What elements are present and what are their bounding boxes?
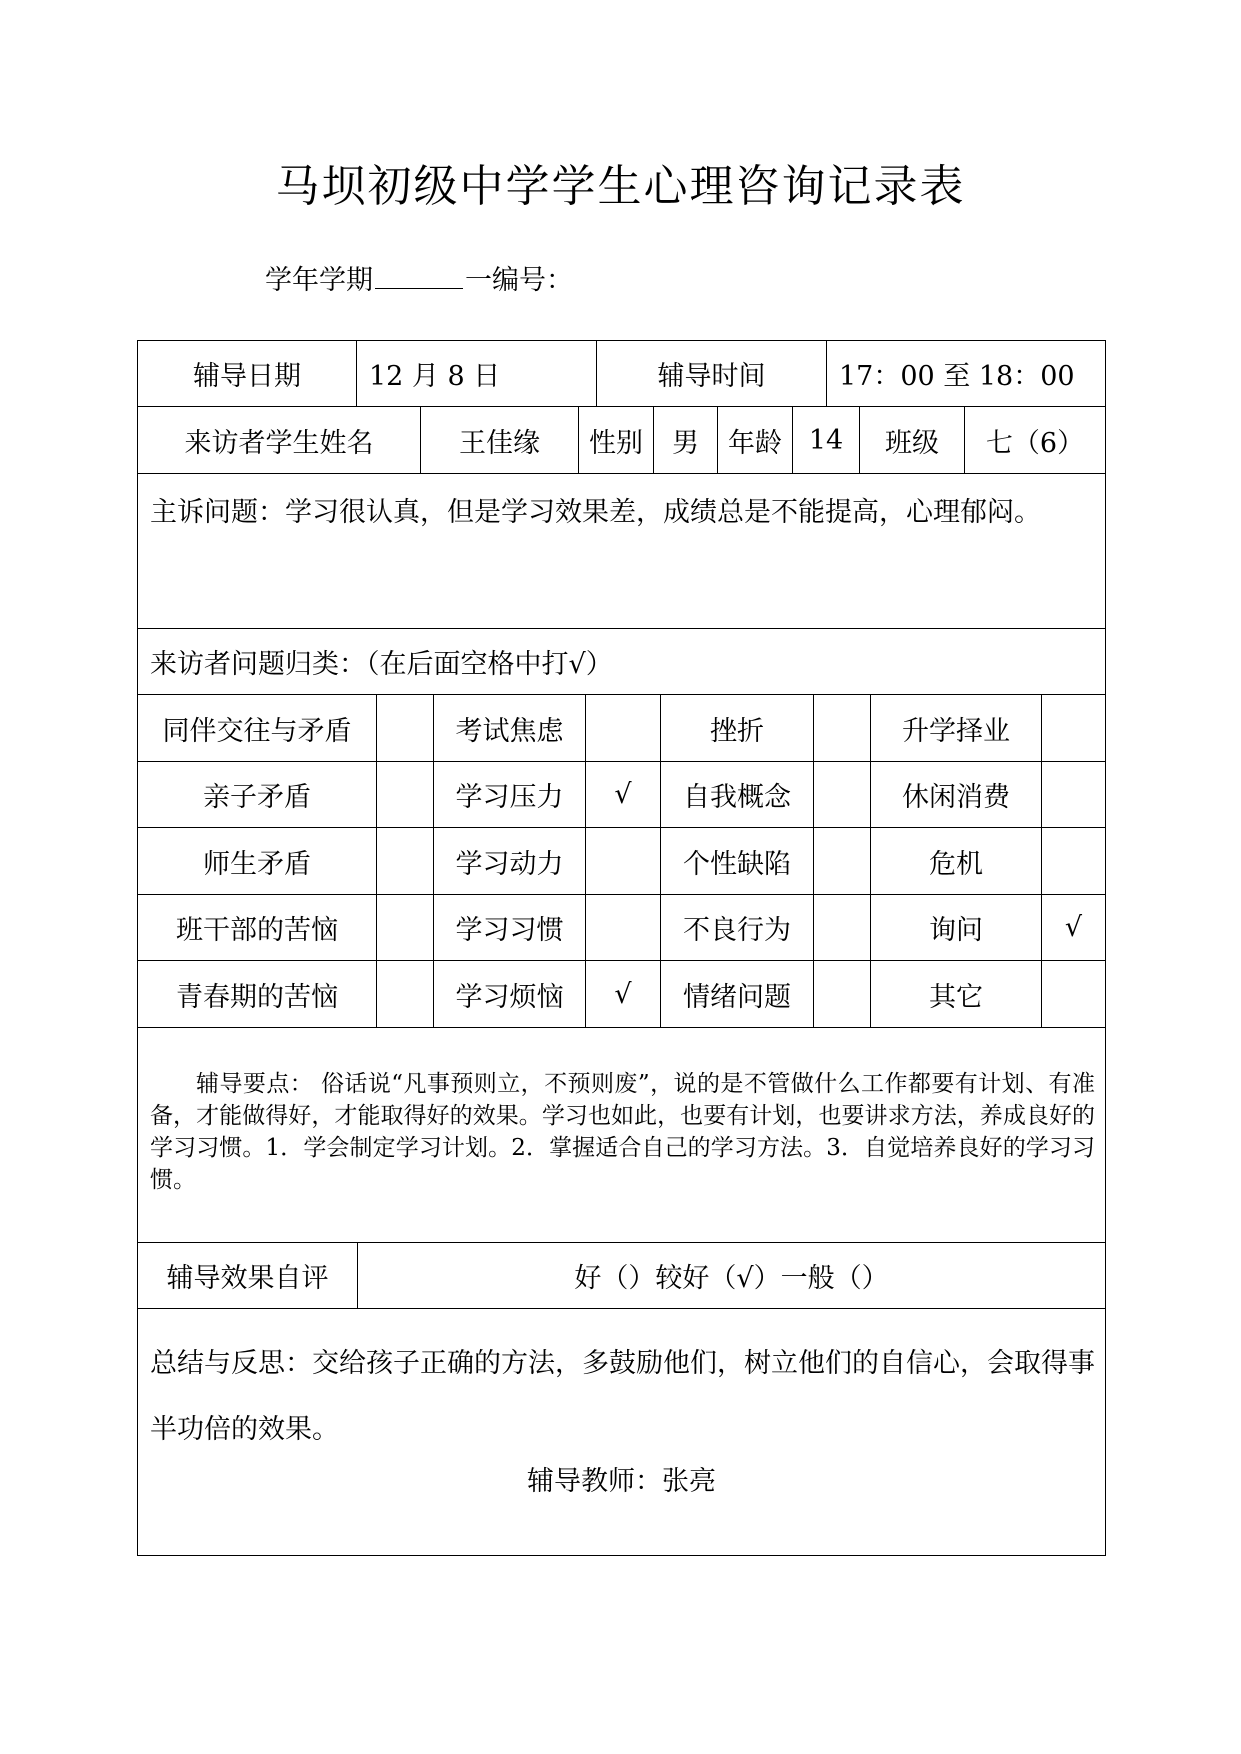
category-label: 师生矛盾 bbox=[203, 848, 311, 880]
student-name-label: 来访者学生姓名 bbox=[184, 427, 374, 459]
category-label: 青春期的苦恼 bbox=[176, 981, 338, 1013]
category-label: 学习动力 bbox=[433, 828, 585, 894]
term-number-line bbox=[265, 258, 573, 297]
category-mark bbox=[813, 695, 870, 761]
complaint-row bbox=[138, 474, 1105, 629]
guidance-row bbox=[138, 1028, 1105, 1243]
gender-label: 性别 bbox=[578, 407, 653, 473]
evaluation-label: 辅导效果自评 bbox=[166, 1263, 329, 1294]
category-label: 同伴交往与矛盾 bbox=[162, 715, 352, 747]
category-mark: √ bbox=[1041, 895, 1105, 960]
student-name-value: 王佳缘 bbox=[420, 407, 578, 473]
category-grid-row bbox=[138, 695, 1105, 762]
category-label: 危机 bbox=[870, 828, 1041, 894]
class-value: 七（6） bbox=[964, 407, 1105, 473]
date-value: 12 月 8 日 bbox=[356, 341, 596, 406]
summary-text: 总结与反思：交给孩子正确的方法，多鼓励他们，树立他们的自信心，会取得事半功倍的效果。 bbox=[150, 1348, 1095, 1445]
category-label: 升学择业 bbox=[870, 695, 1041, 761]
category-grid-row bbox=[138, 895, 1105, 961]
time-value: 17：00 至 18：00 bbox=[826, 341, 1105, 406]
teacher-signature: 辅导教师：张亮 bbox=[527, 1466, 716, 1497]
category-label: 学习习惯 bbox=[433, 895, 585, 960]
term-label: 学年学期 bbox=[265, 265, 373, 296]
category-mark: √ bbox=[585, 961, 660, 1027]
category-mark: √ bbox=[585, 762, 660, 827]
category-label: 亲子矛盾 bbox=[203, 782, 311, 813]
category-label: 个性缺陷 bbox=[660, 828, 813, 894]
class-label: 班级 bbox=[859, 407, 964, 473]
category-title-row bbox=[138, 629, 1105, 695]
date-time-row bbox=[138, 341, 1105, 407]
category-label: 不良行为 bbox=[660, 895, 813, 960]
category-label: 学习烦恼 bbox=[433, 961, 585, 1027]
age-label: 年龄 bbox=[717, 407, 792, 473]
category-grid-row bbox=[138, 762, 1105, 828]
evaluation-row bbox=[138, 1243, 1105, 1309]
category-mark bbox=[585, 828, 660, 894]
category-mark bbox=[376, 828, 433, 894]
age-value: 14 bbox=[792, 407, 859, 473]
gender-value: 男 bbox=[653, 407, 717, 473]
summary-row bbox=[138, 1309, 1105, 1555]
category-mark bbox=[813, 828, 870, 894]
category-title: 来访者问题归类：（在后面空格中打√） bbox=[150, 649, 613, 680]
category-label: 班干部的苦恼 bbox=[176, 915, 338, 946]
category-label: 情绪问题 bbox=[660, 961, 813, 1027]
category-mark bbox=[585, 895, 660, 960]
category-mark bbox=[376, 762, 433, 827]
category-mark bbox=[585, 695, 660, 761]
category-mark bbox=[813, 762, 870, 827]
record-form bbox=[137, 340, 1106, 1556]
category-mark bbox=[1041, 961, 1105, 1027]
evaluation-value: 好（）较好（√）一般（） bbox=[357, 1243, 1105, 1308]
category-mark bbox=[813, 895, 870, 960]
category-mark bbox=[376, 895, 433, 960]
category-label: 挫折 bbox=[660, 695, 813, 761]
category-label: 休闲消费 bbox=[870, 762, 1041, 827]
category-label: 其它 bbox=[870, 961, 1041, 1027]
complaint-text: 主诉问题：学习很认真，但是学习效果差，成绩总是不能提高，心理郁闷。 bbox=[150, 497, 1041, 528]
category-mark bbox=[1041, 695, 1105, 761]
category-mark bbox=[1041, 828, 1105, 894]
category-label: 询问 bbox=[870, 895, 1041, 960]
category-label: 考试焦虑 bbox=[433, 695, 585, 761]
term-blank bbox=[375, 266, 463, 289]
category-mark bbox=[1041, 762, 1105, 827]
time-label: 辅导时间 bbox=[596, 341, 826, 406]
number-label: 一编号： bbox=[465, 265, 573, 296]
student-info-row bbox=[138, 407, 1105, 474]
category-label: 学习压力 bbox=[433, 762, 585, 827]
category-label: 自我概念 bbox=[660, 762, 813, 827]
date-label: 辅导日期 bbox=[193, 361, 301, 392]
category-grid-row bbox=[138, 828, 1105, 895]
category-mark bbox=[813, 961, 870, 1027]
category-grid-row bbox=[138, 961, 1105, 1028]
category-mark bbox=[376, 695, 433, 761]
category-mark bbox=[376, 961, 433, 1027]
form-title: 马坝初级中学学生心理咨询记录表 bbox=[275, 161, 966, 212]
guidance-text: 辅导要点： 俗话说“凡事预则立，不预则废”，说的是不管做什么工作都要有计划、有准备，才能做得好，才能取得好的效果。学习也如此，也要有计划，也要讲求方法，养成良好的学习习惯。1．学会制定学习计划。2．掌握适合自己的学习方法。3．自觉培养良好的学习习惯。 bbox=[150, 1071, 1095, 1193]
